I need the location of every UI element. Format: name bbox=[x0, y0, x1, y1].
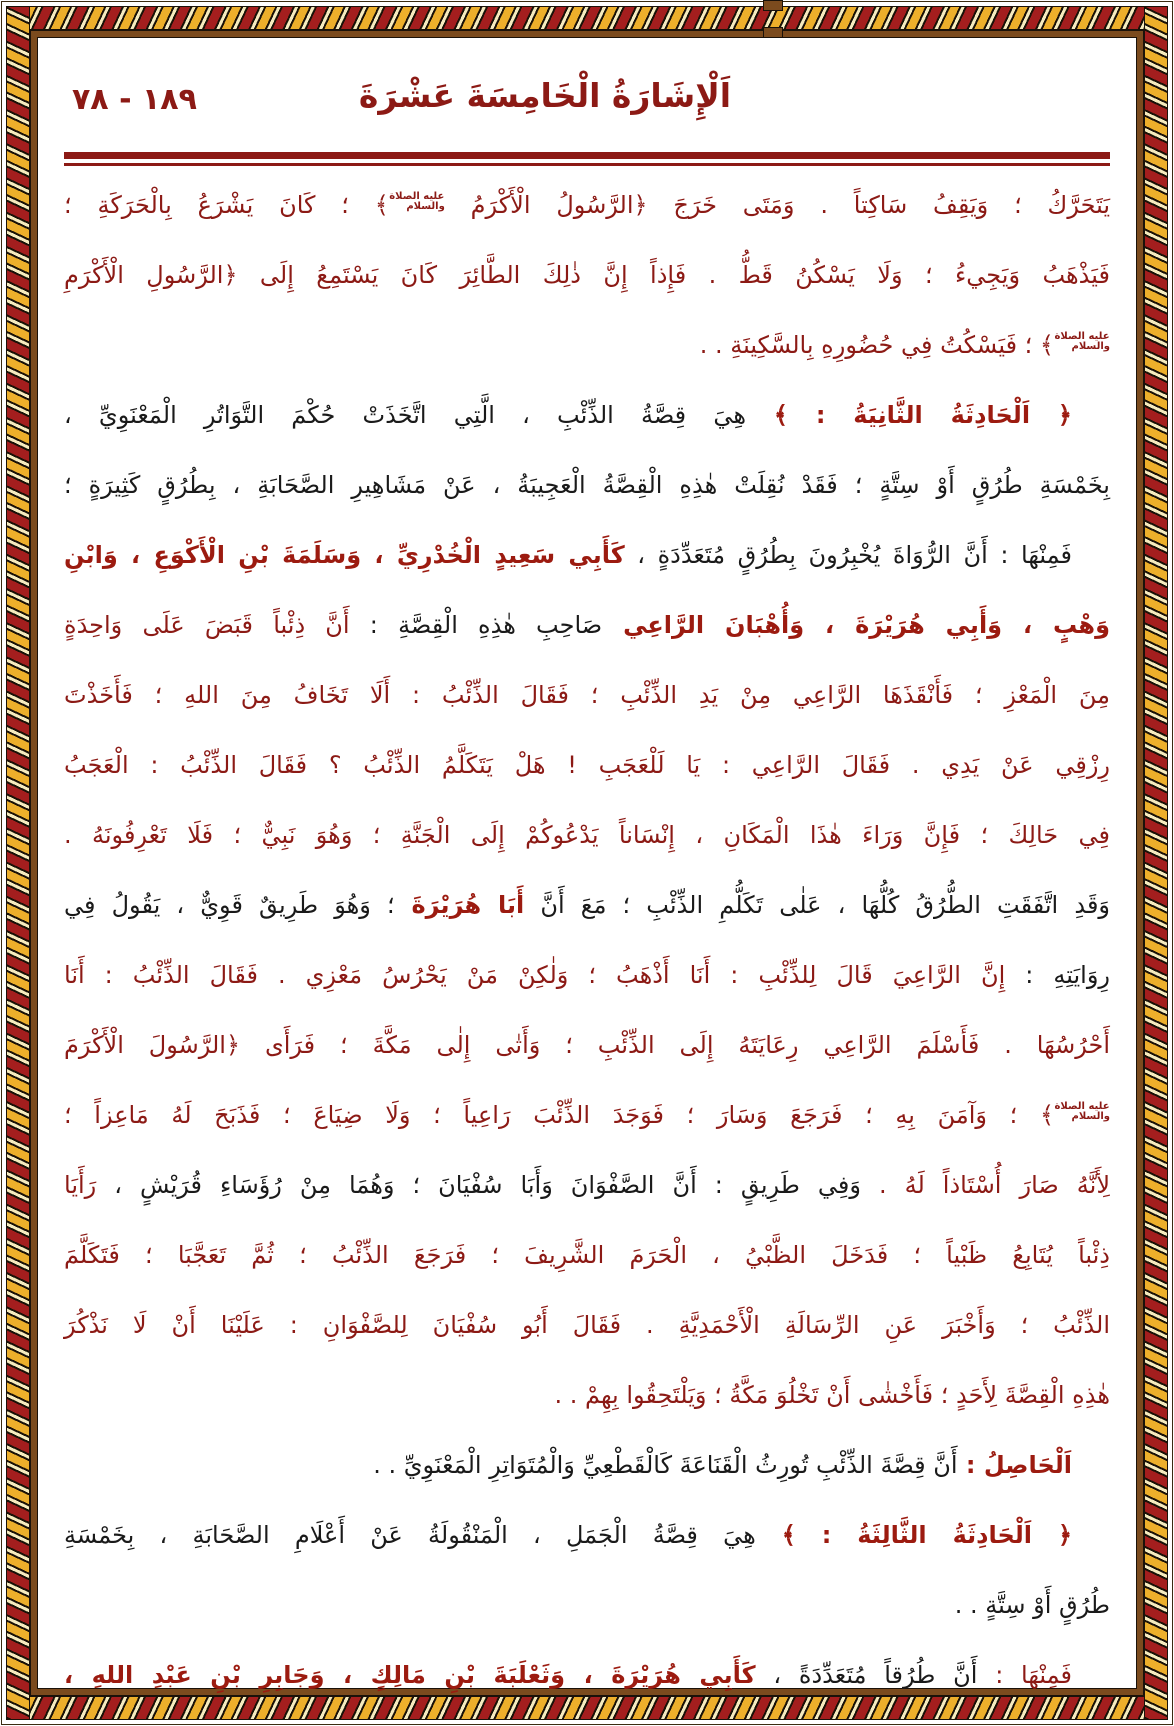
text-segment-red: أَنَّ ذِئْباً قَبَضَ عَلَى وَاحِدَةٍ bbox=[64, 611, 350, 639]
text-segment-red: فَيَذْهَبُ وَيَجِيءُ ؛ وَلَا يَسْكُنُ قَطُّ . فَإِذاً إِنَّ ذٰلِكَ الطَّائِرَ كَانَ يَسْتَمِعُ إِلَى ﴿الرَّسُولِ الْأَكْرَمِ bbox=[64, 261, 1110, 289]
text-line-1 bbox=[64, 170, 1110, 240]
text-line-3 bbox=[64, 310, 1110, 380]
page-header bbox=[64, 60, 1110, 152]
header-rule-thin bbox=[64, 163, 1110, 166]
text-segment-bold: كَأَبِي سَعِيدٍ الْخُدْرِيِّ ، وَسَلَمَةَ بْنِ الْأَكْوَعِ ، وَابْنِ bbox=[64, 541, 625, 569]
frame-chain-band-top bbox=[6, 6, 1168, 30]
header-rule-thick bbox=[64, 152, 1110, 159]
text-line-13 bbox=[64, 1010, 1110, 1080]
text-line-12 bbox=[64, 940, 1110, 1010]
page-numbers: ١٨٩ - ٧٨ bbox=[72, 82, 197, 117]
text-segment-red: ذِئْباً يُتَابِعُ ظَبْياً ؛ فَدَخَلَ الظَّبْيُ ، الْحَرَمَ الشَّرِيفَ ؛ فَرَجَعَ الذِّئْبُ ؛ ثُمَّ تَعَجَّبَا ؛ فَتَكَلَّمَ bbox=[64, 1241, 1110, 1269]
text-segment-red: ﴾ ؛ فَيَسْكُتُ فِي حُضُورِهِ بِالسَّكِينَةِ . . bbox=[699, 331, 1054, 359]
text-segment-black: هِيَ قِصَّةُ الْجَمَلِ ، الْمَنْقُولَةُ عَنْ أَعْلَامِ الصَّحَابَةِ ، بِخَمْسَةِ bbox=[64, 1521, 756, 1549]
text-line-21 bbox=[64, 1570, 1110, 1640]
salutation-ligature: عليه الصلاة والسلام bbox=[1054, 1100, 1110, 1122]
text-segment-red: يَتَحَرَّكُ ؛ وَيَقِفُ سَاكِتاً . وَمَتَى خَرَجَ ﴿الرَّسُولُ الْأَكْرَمُ bbox=[444, 191, 1110, 219]
frame-center-tab-inner bbox=[763, 27, 783, 38]
text-segment-bold: ﴿ اَلْحَادِثَةُ الثَّالِثَةُ : ﴾ bbox=[755, 1521, 1073, 1549]
body-text bbox=[64, 170, 1110, 1710]
text-segment-red: الذِّئْبُ ؛ وَأَخْبَرَ عَنِ الرِّسَالَةِ الْأَحْمَدِيَّةِ . فَقَالَ أَبُو سُفْيَانَ لِلصَّفْوَانِ : عَلَيْنَا أَنْ لَا نَذْكُرَ bbox=[64, 1311, 1110, 1339]
text-line-9 bbox=[64, 730, 1110, 800]
text-segment-bold: كَأَبِي هُرَيْرَةَ ، وَثَعْلَبَةَ بْنِ مَالِكٍ ، وَجَابِرِ بْنِ عَبْدِ اللهِ ، bbox=[64, 1661, 756, 1689]
text-segment-red: مِنَ الْمَعْزِ ؛ فَأَنْقَذَهَا الرَّاعِي مِنْ يَدِ الذِّئْبِ ؛ فَقَالَ الذِّئْبُ : أَلَا تَخَافُ مِنَ اللهِ ؛ فَأَخَذْتَ bbox=[64, 681, 1110, 709]
text-segment-black: وَفِي طَرِيقٍ : أَنَّ الصَّفْوَانَ وَأَبَا سُفْيَانَ ؛ وَهُمَا مِنْ رُؤَسَاءِ قُرَيْشٍ ، bbox=[96, 1171, 861, 1199]
text-line-15 bbox=[64, 1150, 1110, 1220]
frame-center-tab-outer bbox=[763, 0, 783, 11]
frame-chain-band-left bbox=[6, 6, 30, 1720]
text-segment-red: رِزْقِي عَنْ يَدِي . فَقَالَ الرَّاعِي : يَا لَلْعَجَبِ ! هَلْ يَتَكَلَّمُ الذِّئْبُ ؟ فَقَالَ الذِّئْبُ : الْعَجَبُ bbox=[64, 751, 1110, 779]
salutation-ligature: عليه الصلاة والسلام bbox=[389, 190, 445, 212]
page-content bbox=[64, 60, 1110, 1710]
text-line-4 bbox=[64, 380, 1110, 450]
text-line-17 bbox=[64, 1290, 1110, 1360]
text-line-20 bbox=[64, 1500, 1110, 1570]
text-segment-bold: ﴿ اَلْحَادِثَةُ الثَّانِيَةُ : ﴾ bbox=[745, 401, 1072, 429]
text-line-11 bbox=[64, 870, 1110, 940]
text-segment-red: هٰذِهِ الْقِصَّةَ لِأَحَدٍ ؛ فَأَخْشٰى أَنْ تَخْلُوَ مَكَّةُ ؛ وَيَلْتَحِقُوا بِهِمْ . . bbox=[554, 1381, 1110, 1409]
text-segment-black: وَقَدِ اتَّفَقَتِ الطُّرُقُ كُلُّهَا ، عَلٰى تَكَلُّمِ الذِّئْبِ ؛ مَعَ أَنَّ bbox=[524, 891, 1111, 919]
text-line-22 bbox=[64, 1640, 1110, 1710]
text-line-19 bbox=[64, 1430, 1110, 1500]
text-segment-black: هِيَ قِصَّةُ الذِّئْبِ ، الَّتِي اتَّخَذَتْ حُكْمَ التَّوَاتُرِ الْمَعْنَوِيِّ ، bbox=[64, 401, 746, 429]
text-segment-black: فَمِنْهَا : أَنَّ الرُّوَاةَ يُخْبِرُونَ بِطُرُقٍ مُتَعَدِّدَةٍ ، bbox=[624, 541, 1072, 569]
text-line-16 bbox=[64, 1220, 1110, 1290]
text-segment-red: أَحْرُسُهَا . فَأَسْلَمَ الرَّاعِي رِعَايَتَهُ إِلَى الذِّئْبِ ؛ وَأَتٰى إِلٰى مَكَّةَ ؛ فَرَأَى ﴿الرَّسُولَ الْأَكْرَمَ bbox=[64, 1031, 1110, 1059]
text-line-7 bbox=[64, 590, 1110, 660]
text-segment-bold: وَهْبٍ ، وَأَبِي هُرَيْرَةَ ، وَأُهْبَانَ الرَّاعِي bbox=[602, 611, 1110, 639]
page-title: اَلْإِشَارَةُ الْخَامِسَةَ عَشْرَةَ bbox=[358, 76, 732, 115]
text-segment-red: فَمِنْهَا : bbox=[977, 1661, 1073, 1689]
text-line-8 bbox=[64, 660, 1110, 730]
text-segment-red: لِأَنَّهُ صَارَ أُسْتَاذاً لَهُ . bbox=[860, 1171, 1111, 1199]
text-segment-red: رَأَيَا bbox=[64, 1171, 97, 1199]
text-segment-red: ﴾ ؛ وَآمَنَ بِهِ ؛ فَرَجَعَ وَسَارَ ؛ فَوَجَدَ الذِّئْبَ رَاعِياً ؛ وَلَا ضِيَاعَ ؛ فَذَبَحَ لَهُ مَاعِزاً ؛ bbox=[64, 1101, 1054, 1129]
text-segment-black: رِوَايَتِهِ : bbox=[1005, 961, 1110, 989]
frame-chain-band-right bbox=[1144, 6, 1168, 1720]
text-line-18 bbox=[64, 1360, 1110, 1430]
salutation-ligature: عليه الصلاة والسلام bbox=[1054, 330, 1110, 352]
text-segment-red: ﴾ ؛ كَانَ يَشْرَعُ بِالْحَرَكَةِ ؛ bbox=[64, 191, 389, 219]
text-segment-black: طُرُقٍ أَوْ سِتَّةٍ . . bbox=[954, 1591, 1110, 1619]
text-segment-black: ؛ وَهُوَ طَرِيقٌ قَوِيٌّ ، يَقُولُ فِي bbox=[64, 891, 395, 919]
text-line-2 bbox=[64, 240, 1110, 310]
text-line-14 bbox=[64, 1080, 1110, 1150]
text-segment-red: فِي حَالِكَ ؛ فَإِنَّ وَرَاءَ هٰذَا الْمَكَانِ ، إِنْسَاناً يَدْعُوكُمْ إِلَى الْجَنَّةِ ؛ وَهُوَ نَبِيٌّ ؛ فَلَا تَعْرِفُونَهُ . bbox=[64, 821, 1110, 849]
text-line-6 bbox=[64, 520, 1110, 590]
text-line-5 bbox=[64, 450, 1110, 520]
text-segment-black: أَنَّ قِصَّةَ الذِّئْبِ تُورِثُ الْقَنَاعَةَ كَالْقَطْعِيِّ وَالْمُتَوَاتِرِ الْمَعْنَوِيِّ . . bbox=[373, 1451, 958, 1479]
text-segment-black: بِخَمْسَةِ طُرُقٍ أَوْ سِتَّةٍ ؛ فَقَدْ نُقِلَتْ هٰذِهِ الْقِصَّةُ الْعَجِيبَةُ ، عَنْ مَشَاهِيرِ الصَّحَابَةِ ، بِطُرُقٍ كَثِيرَةٍ ؛ bbox=[64, 471, 1110, 499]
text-segment-bold: أَبَا هُرَيْرَةَ bbox=[394, 891, 525, 919]
text-segment-black: صَاحِبِ هٰذِهِ الْقِصَّةِ : bbox=[349, 611, 603, 639]
text-segment-black: أَنَّ طُرُقاً مُتَعَدِّدَةً ، bbox=[755, 1661, 978, 1689]
text-segment-red: إِنَّ الرَّاعِيَ قَالَ لِلذِّئْبِ : أَنَا أَذْهَبُ ؛ وَلٰكِنْ مَنْ يَحْرُسُ مَعْزِي . فَقَالَ الذِّئْبُ : أَنَا bbox=[64, 961, 1006, 989]
text-segment-bold: اَلْحَاصِلُ : bbox=[957, 1451, 1072, 1479]
text-line-10 bbox=[64, 800, 1110, 870]
